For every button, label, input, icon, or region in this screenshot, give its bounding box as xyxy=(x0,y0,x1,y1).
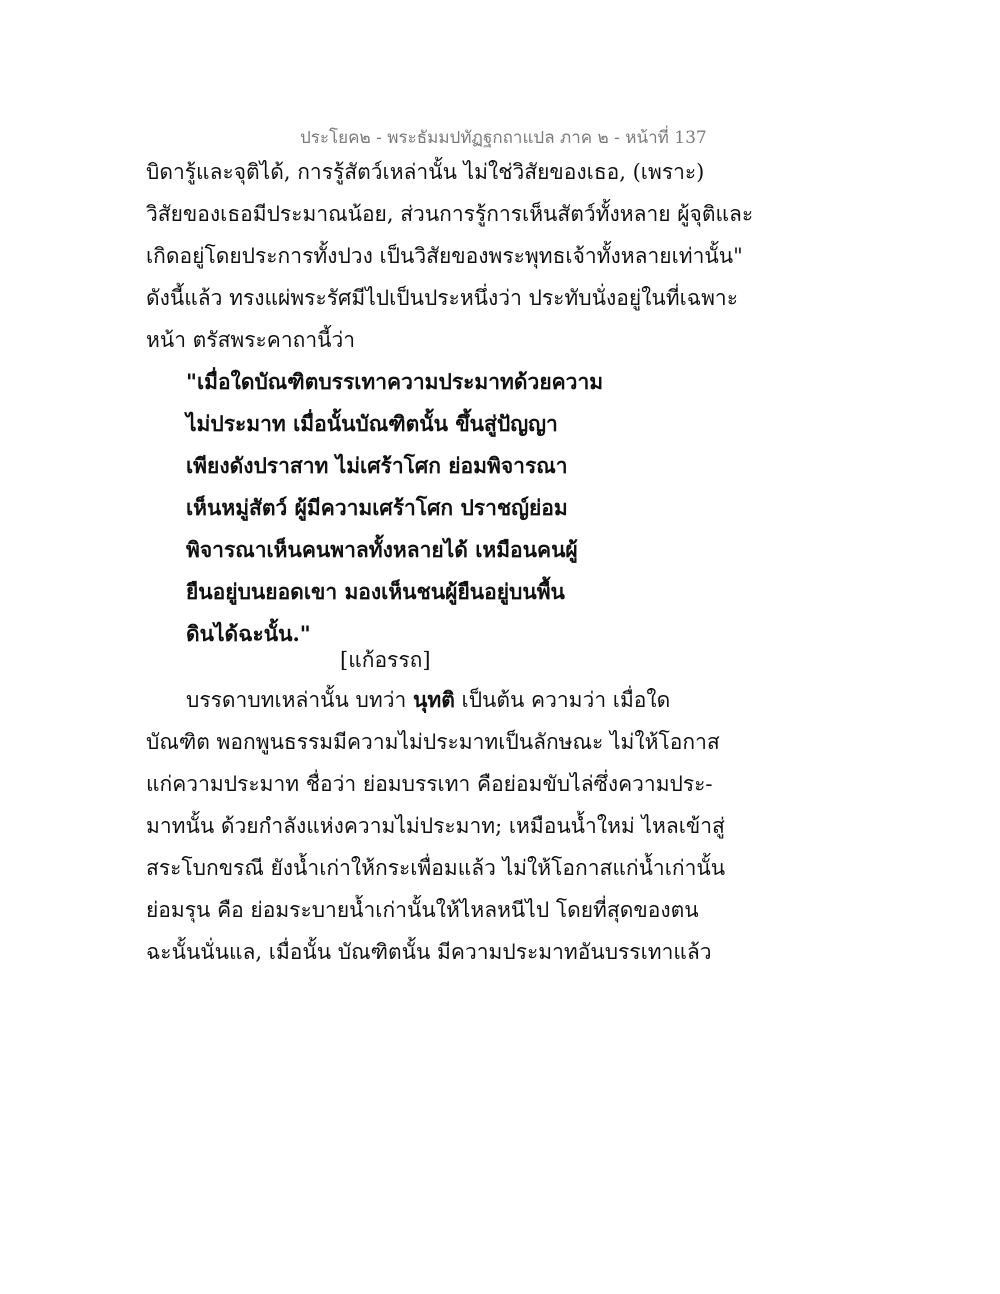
pali-term: นุทติ xyxy=(413,687,455,712)
verse-line: "เมื่อใดบัณฑิตบรรเทาความประมาทด้วยความ xyxy=(186,369,604,394)
verse-line: ยืนอยู่บนยอดเขา มองเห็นชนผู้ยืนอยู่บนพื้น xyxy=(186,579,565,604)
commentary-line: สระโบกขรณี ยังน้ำเก่าให้กระเพื่อมแล้ว ไม่ให้โอกาสแก่น้ำเก่านั้น xyxy=(146,856,726,880)
verse-line: เห็นหมู่สัตว์ ผู้มีความเศร้าโศก ปราชญ์ย่อม xyxy=(186,495,568,520)
commentary-first-line xyxy=(186,686,746,714)
verse-line: ไม่ประมาท เมื่อนั้นบัณฑิตนั้น ขึ้นสู่ปัญญา xyxy=(186,411,558,436)
commentary-line: แก่ความประมาท ชื่อว่า ย่อมบรรเทา คือย่อมขับไล่ซึ่งความประ- xyxy=(146,772,713,796)
running-header: ประโยค๒ - พระธัมมปทัฏฐกถาแปล ภาค ๒ - หน้าที่ 137 xyxy=(300,128,707,148)
section-title: [แก้อรรถ] xyxy=(340,648,431,672)
intro-line: เกิดอยู่โดยประการทั้งปวง เป็นวิสัยของพระพุทธเจ้าทั้งหลายเท่านั้น" xyxy=(146,244,743,268)
intro-line: วิสัยของเธอมีประมาณน้อย, ส่วนการรู้การเห็นสัตว์ทั้งหลาย ผู้จุติและ xyxy=(146,202,754,226)
commentary-text: บรรดาบทเหล่านั้น บทว่า xyxy=(186,688,413,712)
verse-line: ดินได้ฉะนั้น." xyxy=(186,621,311,646)
verse-line: เพียงดังปราสาท ไม่เศร้าโศก ย่อมพิจารณา xyxy=(186,453,568,478)
commentary-line: มาทนั้น ด้วยกำลังแห่งความไม่ประมาท; เหมือนน้ำใหม่ ไหลเข้าสู่ xyxy=(146,814,725,838)
verse-line: พิจารณาเห็นคนพาลทั้งหลายได้ เหมือนคนผู้ xyxy=(186,537,578,562)
commentary-line: ย่อมรุน คือ ย่อมระบายน้ำเก่านั้นให้ไหลหนีไป โดยที่สุดของตน xyxy=(146,898,699,922)
intro-line: ดังนี้แล้ว ทรงแผ่พระรัศมีไปเป็นประหนึ่งว่า ประทับนั่งอยู่ในที่เฉพาะ xyxy=(146,286,738,310)
commentary-line: ฉะนั้นนั่นแล, เมื่อนั้น บัณฑิตนั้น มีความประมาทอันบรรเทาแล้ว xyxy=(146,940,712,964)
commentary-line: บัณฑิต พอกพูนธรรมมีความไม่ประมาทเป็นลักษณะ ไม่ให้โอกาส xyxy=(146,730,720,754)
intro-line: บิดารู้และจุติได้, การรู้สัตว์เหล่านั้น ไม่ใช่วิสัยของเธอ, (เพราะ) xyxy=(146,160,705,184)
intro-line: หน้า ตรัสพระคาถานี้ว่า xyxy=(146,328,356,352)
commentary-text: เป็นต้น ความว่า เมื่อใด xyxy=(454,688,671,712)
